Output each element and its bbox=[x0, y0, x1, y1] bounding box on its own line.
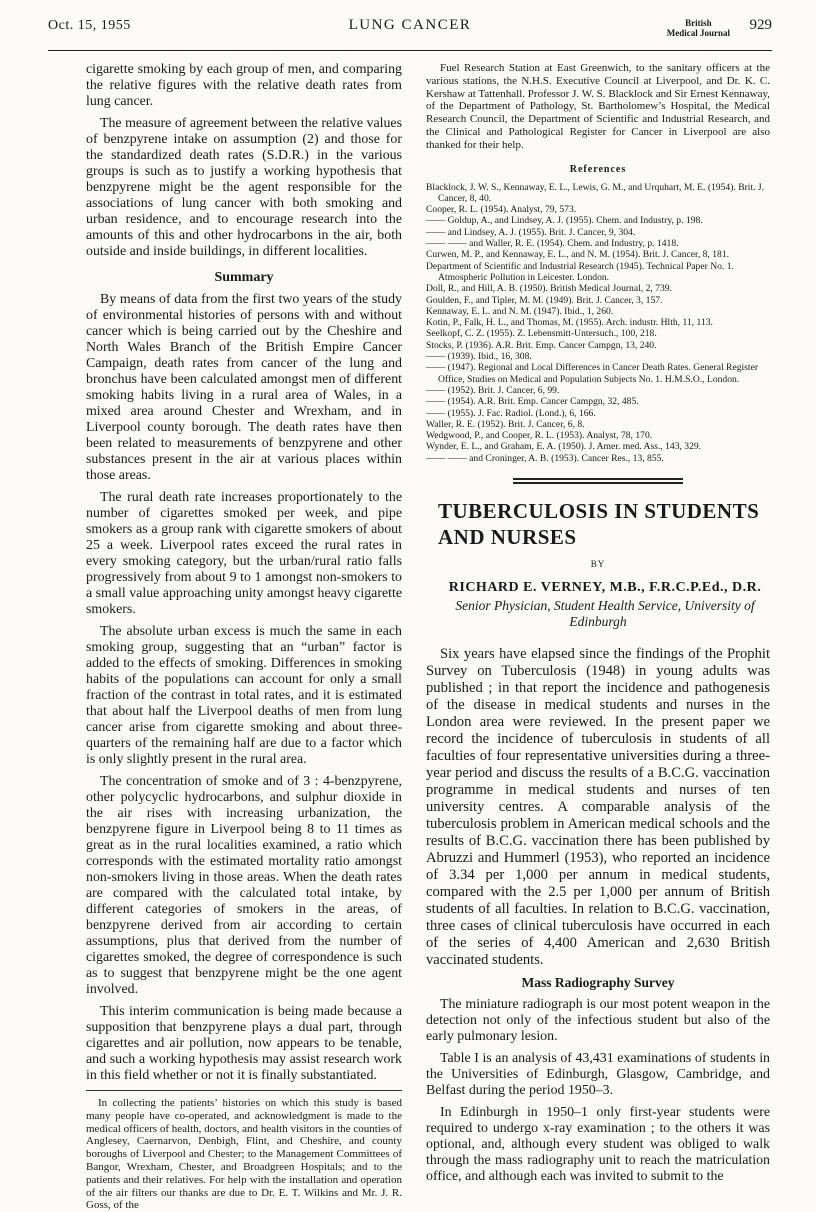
reference-item: Wynder, E. L., and Graham, E. A. (1950). J. Amer. med. Ass., 143, 329. bbox=[426, 441, 702, 453]
reference-item: Doll, R., and Hill, A. B. (1950). British Medical Journal, 2, 739. bbox=[426, 283, 672, 295]
issue-date: Oct. 15, 1955 bbox=[48, 18, 131, 33]
summary-heading: Summary bbox=[214, 270, 274, 285]
reference-item: Blacklock, J. W. S., Kennaway, E. L., Lewis, G. M., and Urquhart, M. E. (1954). Brit. J. Cancer, 8, 40. bbox=[426, 181, 765, 204]
reference-item: —— —— and Croninger, A. B. (1953). Cancer Res., 13, 855. bbox=[426, 452, 664, 464]
paragraph: cigarette smoking by each group of men, and comparing the relative figures with the relative death rates from lung cancer. bbox=[86, 62, 402, 109]
summary-paragraph: The concentration of smoke and of 3 : 4-benzpyrene, other polycyclic hydrocarbons, and sulphur dioxide in the air rises with increasing urbanization, the benzpyrene figure in Liverpool being 8 to 11 times as great as in the rural localities examined, a ratio which corresponds with the estimated mortality ratio amongst non-smokers living in those areas. When the death rates are compared with the calculated total intake, by different categories of smokers in the areas, of benzpyrene derived from air according to certain assumptions, plus that derived from the number of cigarettes smoked, the degree of correspondence is such as to suggest that benzpyrene might be the one agent involved. bbox=[86, 774, 402, 997]
page-number: 929 bbox=[749, 17, 772, 33]
author-affiliation: Senior Physician, Student Health Service, University of Edinburgh bbox=[455, 598, 755, 629]
reference-item: Wedgwood, P., and Cooper, R. L. (1953). Analyst, 78, 170. bbox=[426, 430, 653, 442]
summary-paragraph: By means of data from the first two years of the study of environmental histories of persons with and without cancer which is being carried out by the Cheshire and North Wales Branch of the British Empire Cancer Campaign, death rates from cancer of the lung and bronchus have been calculated amongst men of different smoking habits living in a rural area of Wales, in a mixed area around Chester and Wrexham, and in Liverpool county borough. The death rates have then been related to measurements of benzpyrene and other substances present in the air at various places within those areas. bbox=[86, 292, 402, 483]
reference-item: Goulden, F., and Tipler, M. M. (1949). Brit. J. Cancer, 3, 157. bbox=[426, 294, 663, 306]
journal-name bbox=[667, 18, 730, 38]
reference-item: Kotin, P., Falk, H. L., and Thomas, M. (1955). Arch. industr. Hlth, 11, 113. bbox=[426, 317, 713, 329]
reference-item: —— (1952). Brit. J. Cancer, 6, 99. bbox=[426, 384, 560, 396]
reference-item: Cooper, R. L. (1954). Analyst, 79, 573. bbox=[426, 204, 577, 216]
reference-list bbox=[426, 182, 770, 464]
author-name: RICHARD E. VERNEY, M.B., F.R.C.P.Ed., D.R. bbox=[448, 580, 762, 595]
reference-item: —— (1954). A.R. Brit. Emp. Cancer Campgn, 32, 485. bbox=[426, 396, 639, 408]
acknowledgments-continued: Fuel Research Station at East Greenwich, to the sanitary officers at the various stations, the N.H.S. Executive Council at Liverpool, and Dr. K. C. Kershaw at Tattenhall. Professor J. W. S. Blacklock and Sir Ernest Kennaway, of the Department of Pathology, St. Bartholomew’s Hospital, the Medical Research Council, the Department of Scientific and Industrial Research, and the Clinical and Pathological Register for Cancer in Liverpool are also thanked for their help. bbox=[426, 62, 770, 151]
summary-paragraph: This interim communication is being made because a supposition that benzpyrene plays a dual part, through cigarettes and air pollution, now appears to be tenable, and such a working hypothesis may assist research work in this field whether or not it is finally substantiated. bbox=[86, 1004, 402, 1083]
running-title: LUNG CANCER bbox=[348, 17, 472, 33]
left-column bbox=[86, 62, 402, 1212]
reference-item: —— (1955). J. Fac. Radiol. (Lond.), 6, 166. bbox=[426, 407, 596, 419]
page-header bbox=[48, 16, 772, 51]
reference-item: Curwen, M. P., and Kennaway, E. L., and N. M. (1954). Brit. J. Cancer, 8, 181. bbox=[426, 249, 730, 261]
paragraph: Table I is an analysis of 43,431 examinations of students in the Universities of Edinburgh, Glasgow, Cambridge, and Belfast during the period 1950–3. bbox=[426, 1051, 770, 1098]
reference-item: Department of Scientific and Industrial Research (1945). Technical Paper No. 1. Atmospheric Pollution in Leicester. London. bbox=[426, 260, 734, 283]
reference-item: —— (1947). Regional and Local Differences in Cancer Death Rates. General Register Office, Studies on Medical and Population Subjects No. 1. H.M.S.O., London. bbox=[426, 362, 759, 385]
paragraph: The miniature radiograph is our most potent weapon in the detection not only of the infectious student but also of the early pulmonary lesion. bbox=[426, 997, 770, 1044]
section-heading: Mass Radiography Survey bbox=[521, 975, 675, 990]
journal-name-line2: Medical Journal bbox=[666, 28, 730, 38]
article-title-line1: TUBERCULOSIS IN STUDENTS bbox=[438, 499, 760, 523]
journal-name-line1: British bbox=[685, 18, 712, 28]
reference-item: —— (1939). Ibid., 16, 308. bbox=[426, 351, 532, 363]
reference-item: Kennaway, E. L. and N. M. (1947). Ibid., 1, 260. bbox=[426, 305, 614, 317]
reference-item: —— Goldup, A., and Lindsey, A. J. (1955). Chem. and Industry, p. 198. bbox=[426, 215, 703, 227]
byline-by: BY bbox=[590, 559, 606, 569]
intro-paragraph: Six years have elapsed since the findings of the Prophit Survey on Tuberculosis (1948) in young adults was published ; in that report the incidence and pathogenesis of the disease in medical students and nurses in the London area were reviewed. In the present paper we record the incidence of tuberculosis in students of all faculties of four representative universities during a three-year period and discuss the results of a B.C.G. vaccination programme in medical students and nurses of ten university centres. A comparable analysis of the tuberculosis problem in American medical schools and the results of B.C.G. vaccination there has been published by Abruzzi and Hummerl (1953), who reported an incidence of 3.34 per 1,000 per annum in medical students, compared with the 2.5 per 1,000 per annum of British students of all faculties. In relation to B.C.G. vaccination, three cases of clinical tuberculosis have occurred in each of the series of 4,400 American and 2,630 British vaccinated students. bbox=[426, 646, 770, 968]
acknowledgments: In collecting the patients’ histories on which this study is based many people have co-operated, and acknowledgment is made to the medical officers of health, doctors, and health visitors in the counties of Anglesey, Caernarvon, Denbigh, Flint, and Cheshire, and county boroughs of Liverpool and Chester; to the Management Committees of Bangor, Wrexham, Chester, and Broadgreen Hospitals; and to the patients and their relatives. For help with the installation and operation of the air filters our thanks are due to Dr. E. T. Wilkins and Mr. J. R. Goss, of the bbox=[86, 1097, 402, 1212]
article-separator bbox=[513, 478, 683, 484]
reference-item: —— and Lindsey, A. J. (1955). Brit. J. Cancer, 9, 304. bbox=[426, 226, 636, 238]
reference-item: Waller, R. E. (1952). Brit. J. Cancer, 6, 8. bbox=[426, 418, 585, 430]
paragraph: In Edinburgh in 1950–1 only first-year students were required to undergo x-ray examination ; to the others it was optional, and, although every student was obliged to walk through the mass radiography unit to reach the matriculation office, and although each was invited to submit to the bbox=[426, 1105, 770, 1184]
reference-item: —— —— and Waller, R. E. (1954). Chem. and Industry, p. 1418. bbox=[426, 238, 679, 250]
reference-item: Stocks, P. (1936). A.R. Brit. Emp. Cancer Campgn, 13, 240. bbox=[426, 339, 657, 351]
article-title-line2: AND NURSES bbox=[438, 525, 577, 549]
paragraph: The measure of agreement between the relative values of benzpyrene intake on assumption (2) and those for the standardized death rates (S.D.R.) in the various groups is such as to justify a working hypothesis that benzpyrene might be the agent responsible for the associations of lung cancer with both smoking and urban residence, and to encourage research into the amounts of this and other hydrocarbons in the air, both outside and inside buildings, in different localities. bbox=[86, 116, 402, 259]
right-column bbox=[426, 62, 770, 1191]
references-heading: References bbox=[569, 163, 627, 175]
section-divider bbox=[86, 1090, 402, 1091]
reference-item: Seelkopf, C. Z. (1955). Z. Lebensmitt-Untersuch., 100, 218. bbox=[426, 328, 657, 340]
summary-paragraph: The absolute urban excess is much the same in each smoking group, suggesting that an “urban” factor is added to the effects of smoking. Differences in smoking habits of the populations can account for only a small fraction of the contrast in total rates, and it is estimated that about half the Liverpool deaths of men from lung cancer arise from cigarette smoking and about three-quarters of the remaining half are due to a factor which is only slightly present in the rural area. bbox=[86, 624, 402, 767]
article-title bbox=[438, 498, 770, 550]
summary-paragraph: The rural death rate increases proportionately to the number of cigarettes smoked per week, and pipe smokers as a group rank with cigarette smokers of about 25 a week. Liverpool rates exceed the rural rates in every smoking category, but the urban/rural ratio falls progressively from about 9 to 1 amongst non-smokers to a small value approaching unity amongst heavy cigarette smokers. bbox=[86, 490, 402, 617]
